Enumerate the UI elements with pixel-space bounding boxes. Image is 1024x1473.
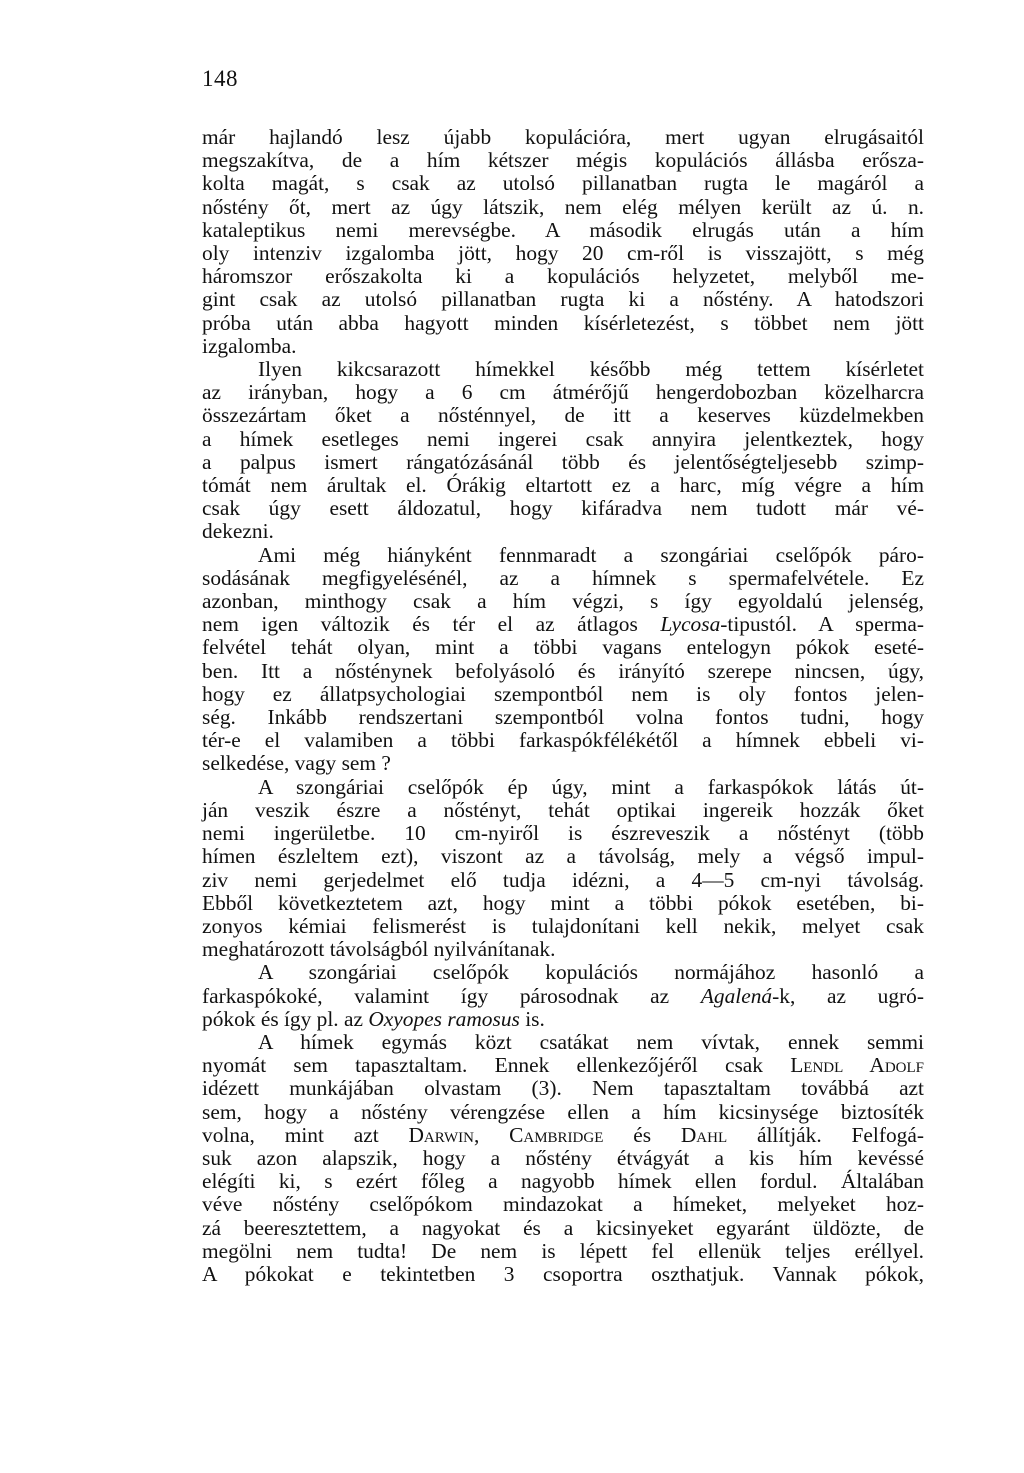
text-line: izgalomba.	[202, 333, 297, 358]
text-line: A szongáriai cselőpók kopulációs normájához hasonló a	[258, 960, 924, 985]
text-line: sodásának megfigyelésénél, az a hímnek s spermafelvétele. Ez	[202, 565, 924, 590]
text-line: megszakítva, de a hím kétszer mégis kopulációs állásba erősza-	[202, 148, 924, 173]
body-text	[202, 126, 924, 1286]
text-line: sem, hogy a nőstény vérengzése ellen a hím kicsinysége biztosíték	[202, 1099, 924, 1124]
text-line: az irányban, hogy a 6 cm átmérőjű hengerdobozban közelharcra	[202, 380, 924, 405]
text-line: elégíti ki, s ezért főleg a nagyobb hímek ellen fordul. Általában	[202, 1169, 924, 1194]
text-line: azonban, minthogy csak a hím végzi, s így egyoldalú jelenség,	[202, 589, 924, 614]
text-line: nem igen változik és tér el az átlagos Lycosa-tipustól. A sperma-	[202, 612, 925, 637]
text-line: ség. Inkább rendszertani szempontból volna fontos tudni, hogy	[202, 705, 924, 730]
text-line: próba után abba hagyott minden kísérletezést, s többet nem jött	[202, 310, 924, 335]
page-number: 148	[202, 66, 238, 91]
text-line: csak úgy esett áldozatul, hogy kifáradva nem tudott már vé-	[202, 496, 924, 521]
text-line: tómát nem árultak el. Órákig eltartott ez a harc, míg végre a hím	[202, 473, 924, 498]
text-line: ziv nemi gerjedelmet elő tudja idézni, a 4—5 cm-nyi távolság.	[202, 867, 924, 892]
text-line: suk azon alapszik, hogy a nőstény étvágyát a kis hím kevéssé	[202, 1145, 924, 1170]
text-line: selkedése, vagy sem ?	[202, 751, 391, 776]
text-line: nőstény őt, mert az úgy látszik, nem elég mélyen került az ú. n.	[202, 194, 924, 219]
text-line: a hímek esetleges nemi ingerei csak annyira jelentkeztek, hogy	[202, 426, 924, 451]
text-line: összezártam őket a nősténnyel, de itt a keserves küzdelmekben	[202, 403, 924, 428]
text-line: pókok és így pl. az Oxyopes ramosus is.	[202, 1006, 545, 1031]
text-line: megölni nem tudta! De nem is lépett fel ellenük teljes eréllyel.	[202, 1238, 924, 1263]
text-line: oly intenziv izgalomba jött, hogy 20 cm-ről is visszajött, s még	[202, 241, 924, 266]
text-line: zá beeresztettem, a nagyokat és a kicsinyeket egyaránt üldözte, de	[202, 1215, 924, 1240]
text-line: A szongáriai cselőpók ép úgy, mint a farkaspókok látás út-	[258, 774, 924, 799]
text-line: hogy ez állatpsychologiai szempontból nem is oly fontos jelen-	[202, 681, 924, 706]
text-line: kataleptikus nemi merevségbe. A második elrugás után a hím	[202, 217, 924, 242]
text-line: nemi ingerületbe. 10 cm-nyiről is észreveszik a nőstényt (több	[202, 821, 924, 846]
text-line: A pókokat e tekintetben 3 csoportra oszthatjuk. Vannak pókok,	[202, 1261, 924, 1286]
text-line: farkaspókoké, valamint így párosodnak az Agalená-k, az ugró-	[202, 983, 924, 1008]
text-line: zonyos kémiai felismerést is tulajdonítani kell nekik, melyet csak	[202, 913, 924, 938]
text-line: ben. Itt a nősténynek befolyásoló és irányító szerepe nincsen, úgy,	[202, 658, 924, 683]
text-line: hímen észleltem ezt), viszont az a távolság, mely a végső impul-	[202, 844, 924, 869]
text-line: kolta magát, s csak az utolsó pillanatban rugta le magáról a	[202, 171, 924, 196]
text-line: Ami még hiányként fennmaradt a szongáriai cselőpók páro-	[258, 542, 924, 567]
text-line: meghatározott távolságból nyilvánítanak.	[202, 937, 556, 962]
text-line: ján veszik észre a nőstényt, tehát optikai ingereik hozzák őket	[202, 797, 924, 822]
text-line: tér-e el valamiben a többi farkaspókfélékétől a hímnek ebbeli vi-	[202, 728, 924, 753]
text-line: a palpus ismert rángatózásánál több és jelentőségteljesebb szimp-	[202, 449, 924, 474]
text-line: nyomát sem tapasztaltam. Ennek ellenkezőjéről csak Lendl Adolf	[202, 1053, 924, 1078]
text-line: dekezni.	[202, 519, 274, 544]
text-line: háromszor erőszakolta ki a kopulációs helyzetet, melyből me-	[202, 264, 924, 289]
text-line: volna, mint azt Darwin, Cambridge és Dahl állítják. Felfogá-	[202, 1122, 924, 1147]
text-line: Ebből következtetem azt, hogy mint a többi pókok esetében, bi-	[202, 890, 924, 915]
text-line: már hajlandó lesz újabb kopulációra, mert ugyan elrugásaitól	[202, 125, 924, 149]
text-line: felvétel tehát olyan, mint a többi vagans entelogyn pókok eseté-	[202, 635, 924, 660]
text-line: A hímek egymás közt csatákat nem vívtak, ennek semmi	[258, 1029, 924, 1054]
text-line: gint csak az utolsó pillanatban rugta ki a nőstény. A hatodszori	[202, 287, 924, 312]
text-line: Ilyen kikcsarazott hímekkel később még tettem kísérletet	[258, 357, 924, 382]
text-line: véve nőstény cselőpókom mindazokat a hímeket, melyeket hoz-	[202, 1192, 924, 1217]
text-line: idézett munkájában olvastam (3). Nem tapasztaltam továbbá azt	[202, 1076, 924, 1101]
